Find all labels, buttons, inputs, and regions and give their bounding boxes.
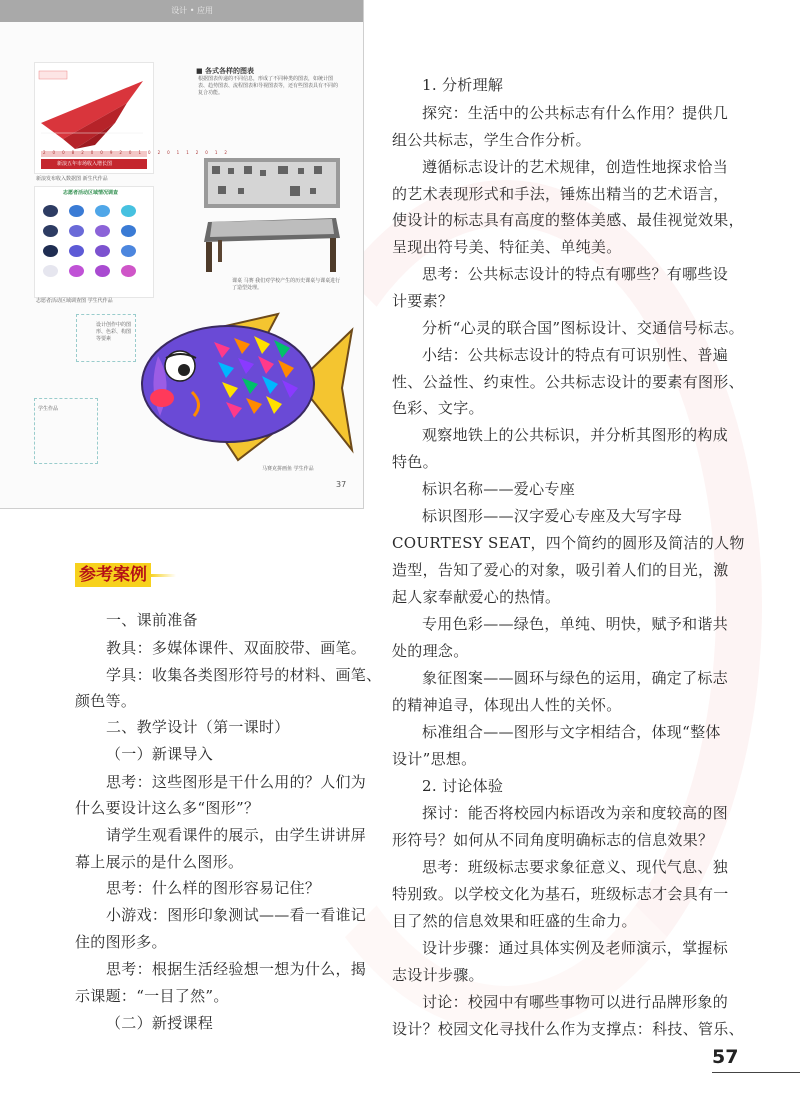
right-line: COURTESY SEAT，四个简约的圆形及简洁的人物 (392, 534, 745, 552)
left-line: 一、课前准备 (106, 611, 198, 629)
right-line: 1. 分析理解 (422, 76, 504, 94)
circle-dot (43, 225, 58, 237)
left-line: 学具：收集各类图形符号的材料、画笔、 (106, 666, 382, 684)
left-line: 小游戏：图形印象测试——看一看谁记 (106, 906, 367, 924)
right-line: 的艺术表现形式和手法，锤炼出精当的艺术语言， (392, 185, 729, 203)
right-line: 志设计步骤。 (392, 966, 484, 984)
right-line: 探讨：能否将校园内标语改为亲和度较高的图 (422, 804, 729, 822)
circle-dot (43, 265, 58, 277)
photo-note: 课桌 马赛 我们对学校产生的历史课桌与课桌进行了造型处理。 (232, 278, 341, 291)
right-line: 设计”思想。 (392, 750, 477, 768)
right-line: 设计步骤：通过具体实例及老师演示，掌握标 (422, 939, 729, 957)
right-line: 标识名称——爱心专座 (422, 480, 576, 498)
right-line: 使设计的标志具有高度的整体美感、最佳视觉效果， (392, 211, 744, 229)
circle-dot (69, 265, 84, 277)
left-line: 二、教学设计（第一课时） (106, 718, 290, 736)
circle-dot (121, 265, 136, 277)
right-line: 形符号？如何从不同角度明确标志的信息效果？ (392, 831, 714, 849)
circle-dot (95, 205, 110, 217)
circle-diagram-picture (34, 186, 154, 298)
right-line: 分析“心灵的联合国”图标设计、交通信号标志。 (422, 319, 744, 337)
circle-dot (121, 225, 136, 237)
thumbnail-header: 设计 • 应用 (0, 0, 363, 22)
trend-chart-graphic (35, 63, 153, 173)
circle-dot (121, 245, 136, 257)
circle-dot (43, 245, 58, 257)
right-line: 思考：公共标志设计的特点有哪些？有哪些设 (422, 265, 729, 283)
left-line: 示课题：“一目了然”。 (75, 987, 229, 1005)
left-line: （一）新课导入 (106, 745, 214, 763)
right-line: 色彩、文字。 (392, 399, 484, 417)
side-note-1: 设计创作中的图形、色彩、构图等要素 (96, 322, 132, 342)
right-line: 小结：公共标志设计的特点有可识别性、普遍 (422, 346, 729, 364)
page-number-rule (712, 1072, 800, 1073)
left-line: 什么要设计这么多“图形”？ (75, 799, 260, 817)
left-line: 思考：什么样的图形容易记住？ (106, 879, 321, 897)
textbook-page-thumbnail (0, 0, 364, 509)
side-note-2: 学生作品 (38, 406, 59, 412)
right-line: 目了然的信息效果和旺盛的生命力。 (392, 912, 637, 930)
thumbnail-page-number: 37 (336, 480, 347, 489)
circle-dot (95, 225, 110, 237)
right-line: 标准组合——图形与文字相结合，体现“整体 (422, 723, 721, 741)
left-line: 教具：多媒体课件、双面胶带、画笔。 (106, 639, 367, 657)
circle-dot (43, 205, 58, 217)
right-line: 特色。 (392, 453, 438, 471)
right-line: 的精神追寻，体现出人性的关怀。 (392, 696, 622, 714)
right-line: 呈现出符号美、特征美、单纯美。 (392, 238, 622, 256)
left-line: （二）新授课程 (106, 1014, 214, 1032)
right-line: 探究：生活中的公共标志有什么作用？提供几 (422, 104, 729, 122)
right-line: 专用色彩——绿色，单纯、明快，赋予和谐共 (422, 615, 729, 633)
right-line: 2. 讨论体验 (422, 777, 504, 795)
circle-dot (69, 225, 84, 237)
right-line: 造型，告知了爱心的对象，吸引着人们的目光，激 (392, 561, 729, 579)
left-line: 思考：根据生活经验想一想为什么，揭 (106, 960, 367, 978)
mosaic-fish-picture (138, 312, 354, 462)
mosaic-table-graphic (198, 156, 346, 276)
page-number: 57 (712, 1046, 739, 1068)
left-line: 幕上展示的是什么图形。 (75, 853, 244, 871)
right-line: 组公共标志，学生合作分析。 (392, 131, 591, 149)
fish-graphic (138, 312, 354, 462)
right-line: 性、公益性、约束性。公共标志设计的要素有图形、 (392, 373, 744, 391)
circle-dot (121, 205, 136, 217)
right-line: 处的理念。 (392, 642, 469, 660)
circle-dot (69, 205, 84, 217)
circles-title: 志愿者活动区域情况调查 (63, 190, 119, 196)
circle-dot (69, 245, 84, 257)
section-title: 参考案例 (75, 563, 151, 587)
circle-dot (95, 265, 110, 277)
circles-note: 志愿者活动区域调查图 学生代作品 (36, 298, 113, 304)
chart-years: 20082009201020112012 (43, 150, 234, 155)
left-line: 颜色等。 (75, 692, 137, 710)
right-line: 象征图案——圆环与绿色的运用，确定了标志 (422, 669, 729, 687)
left-line: 思考：这些图形是干什么用的？人们为 (106, 773, 367, 791)
mosaic-table-picture (198, 156, 346, 276)
right-line: 遵循标志设计的艺术规律，创造性地探求恰当 (422, 158, 729, 176)
right-line: 起人家奉献爱心的热情。 (392, 588, 561, 606)
right-line: 标识图形——汉字爱心专座及大写字母 (422, 507, 683, 525)
fish-note: 马赛克拼画鱼 学生作品 (262, 466, 314, 472)
right-line: 讨论：校园中有哪些事物可以进行品牌形象的 (422, 993, 729, 1011)
thumbnail-heading: ■ 各式各样的图表 (196, 67, 255, 75)
chart-caption: 新浪五年市场收入增长图 (57, 161, 113, 167)
chart-note: 新浪发布收入数据图 新生代作品 (36, 176, 108, 182)
right-line: 特别致。以学校文化为基石，班级标志才会具有一 (392, 885, 729, 903)
left-line: 住的图形多。 (75, 933, 167, 951)
thumbnail-intro: 根据图表传递的不同信息，形成了不同种类的图表，如统计图表、趋势图表、流程图表和导视图表等，还有些图表具有不同的复合功能。 (198, 76, 339, 96)
right-line: 计要素？ (392, 292, 454, 310)
circle-dot (95, 245, 110, 257)
right-line: 设计？校园文化寻找什么作为支撑点：科技、管乐、 (392, 1020, 744, 1038)
right-line: 观察地铁上的公共标识，并分析其图形的构成 (422, 426, 729, 444)
section-title-rule (150, 574, 176, 577)
left-line: 请学生观看课件的展示，由学生讲讲屏 (106, 826, 367, 844)
right-line: 思考：班级标志要求象征意义、现代气息、独 (422, 858, 729, 876)
